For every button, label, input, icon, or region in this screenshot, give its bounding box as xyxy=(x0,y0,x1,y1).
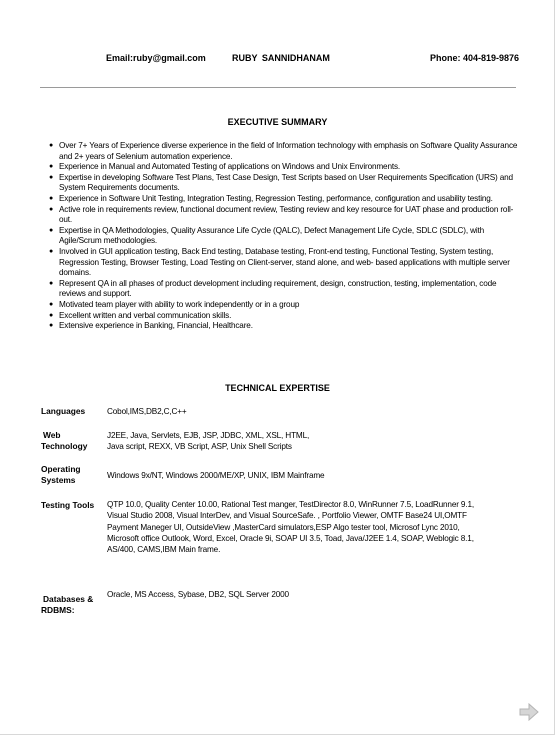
header-email: Email:ruby@gmail.com xyxy=(106,53,206,63)
bullet-icon: ● xyxy=(49,205,54,213)
bullet-icon: ● xyxy=(49,300,54,308)
tech-label-testing-tools: Testing Tools xyxy=(41,500,95,510)
tech-value-languages: Cobol,IMS,DB2,C,C++ xyxy=(107,407,187,416)
technical-expertise-title: TECHNICAL EXPERTISE xyxy=(225,383,330,393)
summary-item: ● Involved in GUI application testing, Back End testing, Database testing, Front-end testing, Functional Testing, System testing, Regression Testing, Browser Testing, Load Testing on Client-server, stand alone, and web- based applications with multiple server domains. xyxy=(49,246,510,278)
tech-value-testing-tools: QTP 10.0, Quality Center 10.00, Rational Test manger, TestDirector 8.0, WinRunner 7.5, LoadRunner 9.1, Visual Studio 2008, Visual InterDev, and Visual SourceSafe. , Portfolio Viewer, OMTF Base24 UI,OMTF Payment Maneger UI, OutsideView ,MasterCard simulators,ESP Algo tester tool, Microsof Lync 2010, Microsoft office Outlook, Word, Excel, Oracle 9i, SOAP UI 3.5, Toad, Java/J2EE 1.4, SOAP, Weblogic 8.1, AS/400, CAMS,IBM Main frame. xyxy=(107,500,474,555)
tech-label-databases: Databases & RDBMS: xyxy=(41,594,94,615)
executive-summary-title: EXECUTIVE SUMMARY xyxy=(227,117,328,127)
bullet-icon: ● xyxy=(49,279,54,287)
summary-item: ● Experience in Software Unit Testing, Integration Testing, Regression Testing, performance, configuration and usability testing. xyxy=(49,193,493,203)
summary-item: ● Over 7+ Years of Experience diverse experience in the field of Information technology with emphasis on Software Quality Assurance and 2+ years of Selenium automation experience. xyxy=(49,141,518,161)
summary-item: ● Represent QA in all phases of product development including requirement, design, construction, testing, implementation, code reviews and support. xyxy=(49,278,497,299)
bullet-icon: ● xyxy=(49,226,54,234)
executive-summary-list xyxy=(49,141,519,332)
summary-item: ● Experience in Manual and Automated Testing of applications on Windows and Unix Environments. xyxy=(49,162,401,172)
summary-item: ● Expertise in developing Software Test Plans, Test Case Design, Test Scripts based on User Requirements Specification (URS) and System Requirements documents. xyxy=(49,172,513,193)
summary-item: ● Expertise in QA Methodologies, Quality Assurance Life Cycle (QALC), Defect Management Life Cycle, SDLC (SDLC), with Agile/Scrum methodologies. xyxy=(49,225,485,246)
tech-label-web-technology: Web Technology xyxy=(41,430,88,451)
tech-value-web-technology: J2EE, Java, Servlets, EJB, JSP, JDBC, XML, XSL, HTML, Java script, REXX, VB Script, ASP, Unix Shell Scripts xyxy=(107,431,310,452)
bullet-icon: ● xyxy=(49,194,54,202)
tech-label-languages: Languages xyxy=(41,406,86,416)
tech-label-operating-systems: Operating Systems xyxy=(41,464,81,485)
header-name: RUBY SANNIDHANAM xyxy=(232,53,330,63)
bullet-icon: ● xyxy=(49,322,54,330)
bullet-icon: ● xyxy=(49,163,54,171)
bullet-icon: ● xyxy=(49,142,54,149)
header-divider xyxy=(40,87,516,88)
summary-item: ● Excellent written and verbal communication skills. xyxy=(49,310,232,320)
bullet-icon: ● xyxy=(49,173,54,181)
header-phone: Phone: 404-819-9876 xyxy=(430,53,520,63)
summary-item: ● Active role in requirements review, functional document review, Testing review and key resource for UAT phase and production roll-out. xyxy=(49,204,514,225)
tech-value-databases: Oracle, MS Access, Sybase, DB2, SQL Server 2000 xyxy=(107,590,289,599)
summary-item: ● Extensive experience in Banking, Financial, Healthcare. xyxy=(49,321,253,331)
tech-value-operating-systems: Windows 9x/NT, Windows 2000/ME/XP, UNIX, IBM Mainframe xyxy=(107,471,325,480)
bullet-icon: ● xyxy=(49,247,54,255)
bullet-icon: ● xyxy=(49,311,54,319)
summary-item: ● Motivated team player with ability to work independently or in a group xyxy=(49,299,300,309)
arrow-right-icon[interactable] xyxy=(519,703,539,721)
